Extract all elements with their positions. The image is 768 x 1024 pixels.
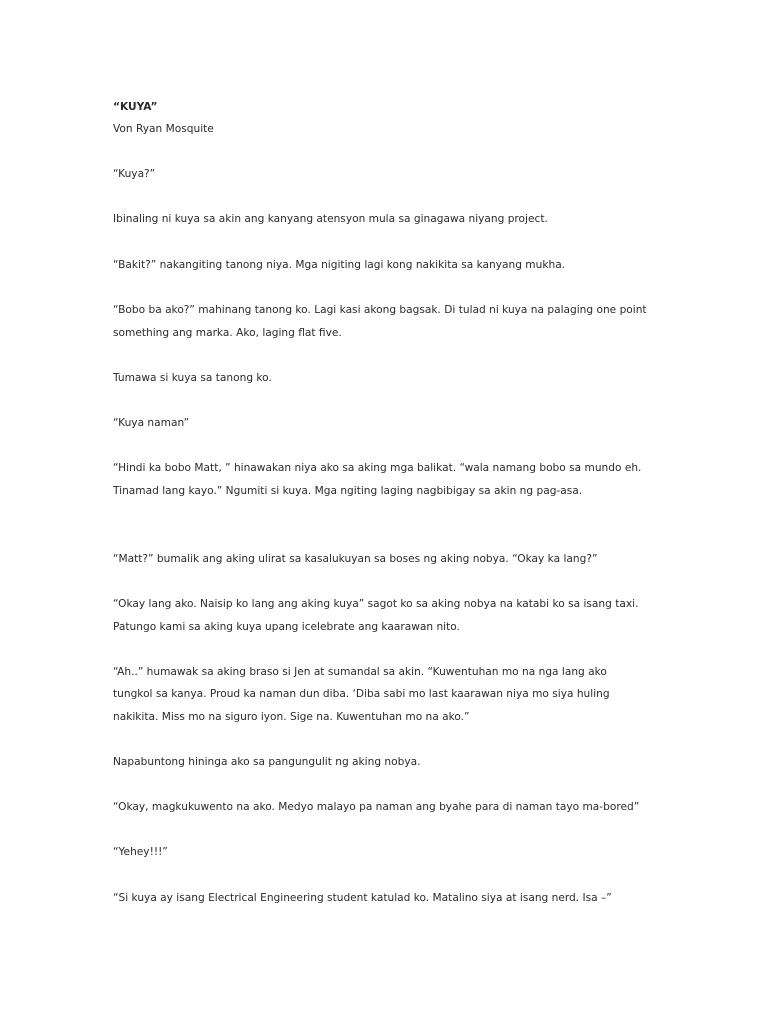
paragraph-line: Patungo kami sa aking kuya upang icelebrate ang kaarawan nito. bbox=[113, 621, 460, 633]
paragraph-line: Napabuntong hininga ako sa pangungulit ng aking nobya. bbox=[113, 756, 421, 768]
paragraph-line: “Bakit?” nakangiting tanong niya. Mga nigiting lagi kong nakikita sa kanyang mukha. bbox=[113, 259, 566, 271]
paragraph-line: tungkol sa kanya. Proud ka naman dun diba. ‘Diba sabi mo last kaarawan niya mo siya huling bbox=[113, 688, 610, 700]
paragraph-line: “Ah..” humawak sa aking braso si Jen at sumandal sa akin. “Kuwentuhan mo na nga lang ako bbox=[113, 666, 607, 678]
paragraph-line: “Matt?” bumalik ang aking ulirat sa kasalukuyan sa boses ng aking nobya. “Okay ka lang?” bbox=[113, 553, 598, 565]
paragraph-line: Ibinaling ni kuya sa akin ang kanyang atensyon mula sa ginagawa niyang project. bbox=[113, 213, 548, 225]
paragraph-line: nakikita. Miss mo na siguro iyon. Sige na. Kuwentuhan mo na ako.” bbox=[113, 711, 470, 723]
paragraph-line: “Yehey!!!” bbox=[113, 846, 168, 858]
paragraph-line: “Kuya?” bbox=[113, 168, 156, 180]
paragraph-line: “Si kuya ay isang Electrical Engineering student katulad ko. Matalino siya at isang nerd. Isa –” bbox=[113, 892, 612, 904]
paragraph-line: “Bobo ba ako?” mahinang tanong ko. Lagi kasi akong bagsak. Di tulad ni kuya na palaging one point bbox=[113, 304, 647, 316]
paragraph-line: Tinamad lang kayo.” Ngumiti si kuya. Mga ngiting laging nagbibigay sa akin ng pag-asa. bbox=[113, 485, 583, 497]
paragraph-line: “Hindi ka bobo Matt, ” hinawakan niya ako sa aking mga balikat. “wala namang bobo sa mundo eh. bbox=[113, 462, 642, 474]
paragraph-line: “Okay lang ako. Naisip ko lang ang aking kuya” sagot ko sa aking nobya na katabi ko sa isang taxi. bbox=[113, 598, 639, 610]
paragraph-line: “Okay, magkukuwento na ako. Medyo malayo pa naman ang byahe para di naman tayo ma-bored” bbox=[113, 801, 640, 813]
paragraph-line: something ang marka. Ako, laging flat five. bbox=[113, 327, 342, 339]
document-title: “KUYA” bbox=[113, 101, 158, 113]
paragraph-line: Tumawa si kuya sa tanong ko. bbox=[113, 372, 272, 384]
paragraph-line: “Kuya naman” bbox=[113, 417, 190, 429]
document-author: Von Ryan Mosquite bbox=[113, 123, 214, 135]
